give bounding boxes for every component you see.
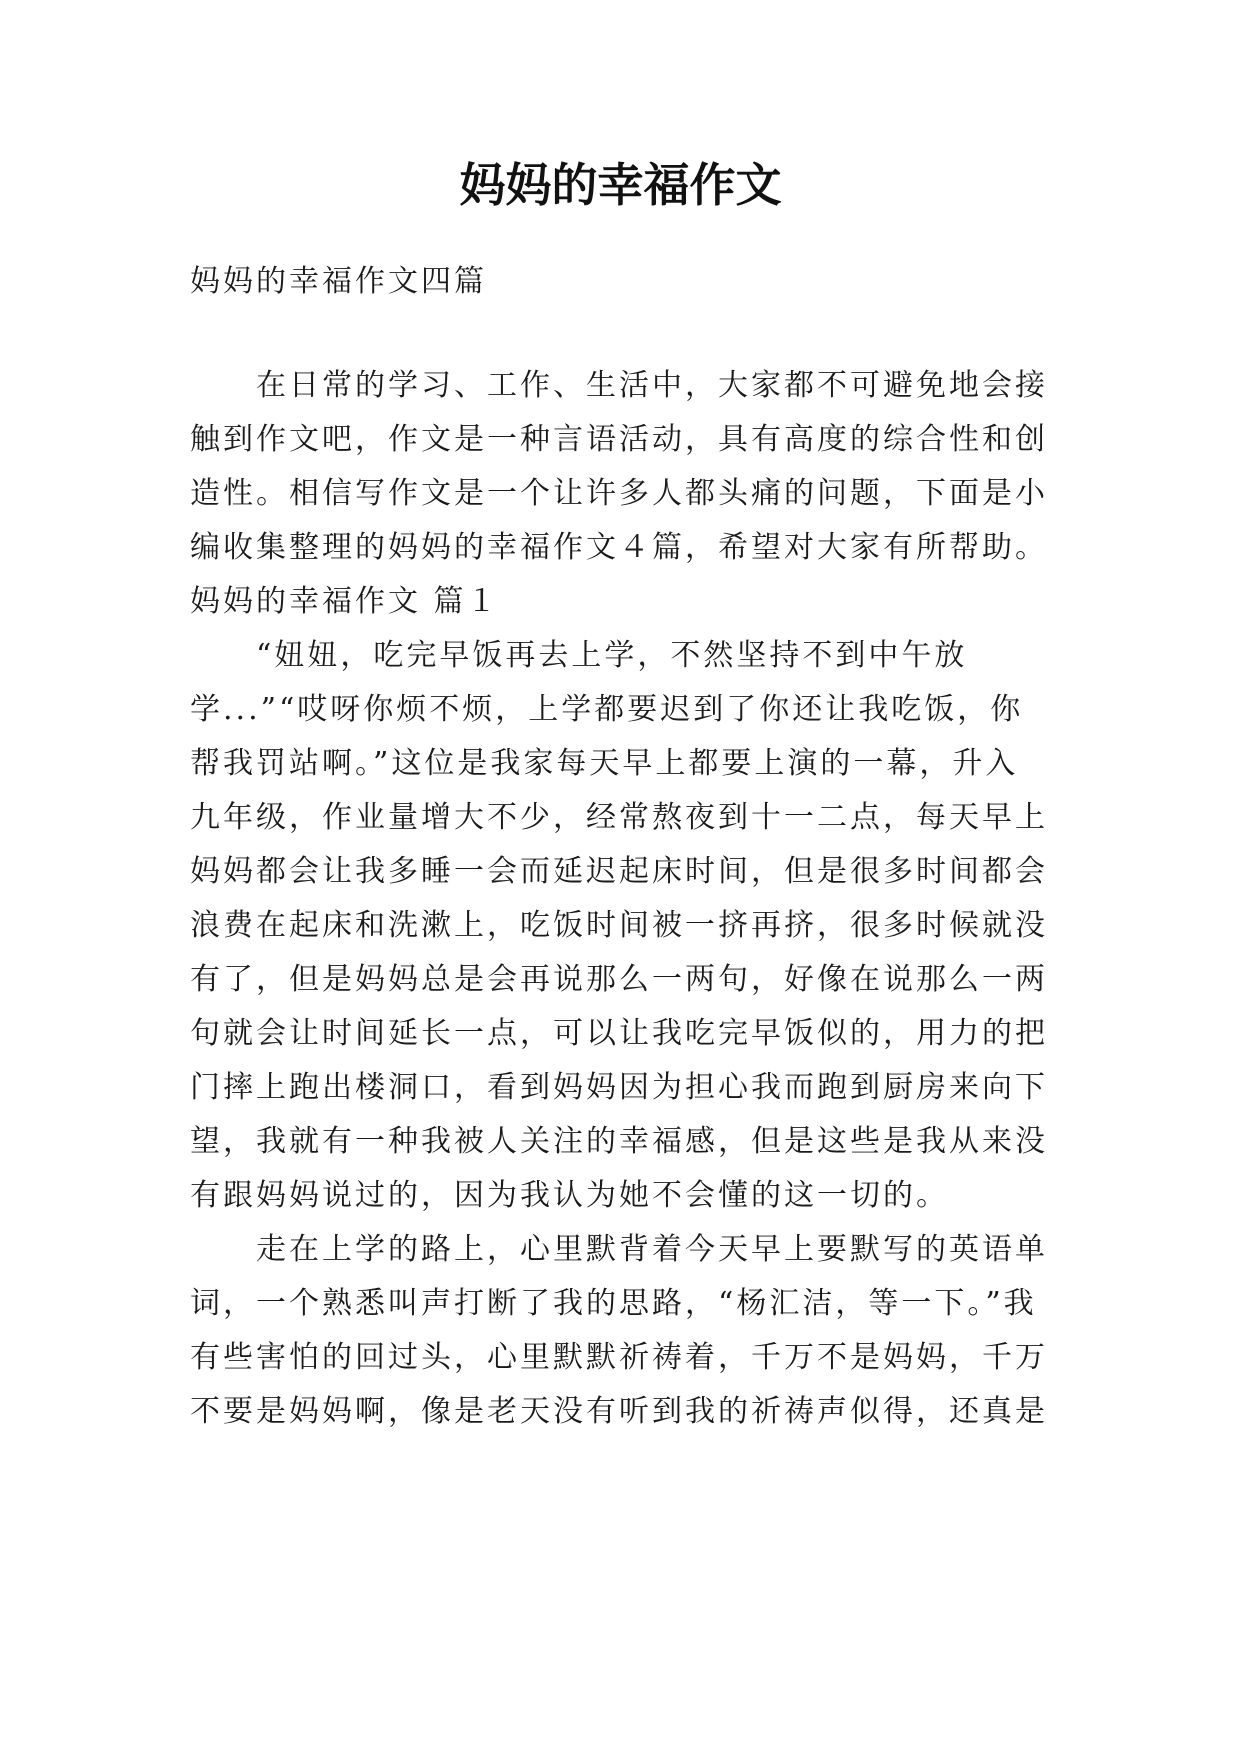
document-subtitle: 妈妈的幸福作文四篇 <box>190 264 487 299</box>
body-line: 妈妈都会让我多睡一会而延迟起床时间，但是很多时间都会 <box>190 854 1048 889</box>
intro-line: 在日常的学习、工作、生活中，大家都不可避免地会接 <box>256 368 1048 403</box>
body-line: 有了，但是妈妈总是会再说那么一两句，好像在说那么一两 <box>190 962 1048 997</box>
body-line: 词，一个熟悉叫声打断了我的思路，“杨汇洁，等一下。”我 <box>190 1286 1037 1321</box>
body-line: 不要是妈妈啊，像是老天没有听到我的祈祷声似得，还真是 <box>190 1394 1048 1429</box>
document-title: 妈妈的幸福作文 <box>459 158 782 212</box>
intro-line: 造性。相信写作文是一个让许多人都头痛的问题，下面是小 <box>190 476 1048 511</box>
body-line: 九年级，作业量增大不少，经常熬夜到十一二点，每天早上 <box>190 800 1048 835</box>
body-line: 望，我就有一种我被人关注的幸福感，但是这些是我从来没 <box>190 1124 1048 1159</box>
intro-line: 编收集整理的妈妈的幸福作文４篇，希望对大家有所帮助。 <box>190 530 1048 565</box>
body-line: 有跟妈妈说过的，因为我认为她不会懂的这一切的。 <box>190 1178 949 1213</box>
body-line: 浪费在起床和洗漱上，吃饭时间被一挤再挤，很多时候就没 <box>190 908 1048 943</box>
body-line: 帮我罚站啊。”这位是我家每天早上都要上演的一幕，升入 <box>190 746 1019 781</box>
body-line: 学...”“哎呀你烦不烦，上学都要迟到了你还让我吃饭，你 <box>190 692 1024 727</box>
body-line: 门摔上跑出楼洞口，看到妈妈因为担心我而跑到厨房来向下 <box>190 1070 1048 1105</box>
section-heading: 妈妈的幸福作文 篇１ <box>190 584 500 619</box>
body-line: 句就会让时间延长一点，可以让我吃完早饭似的，用力的把 <box>190 1016 1048 1051</box>
body-line: 走在上学的路上，心里默背着今天早上要默写的英语单 <box>256 1232 1048 1267</box>
intro-line: 触到作文吧，作文是一种言语活动，具有高度的综合性和创 <box>190 422 1048 457</box>
body-line: “妞妞，吃完早饭再去上学，不然坚持不到中午放 <box>256 638 968 673</box>
body-line: 有些害怕的回过头，心里默默祈祷着，千万不是妈妈，千万 <box>190 1340 1048 1375</box>
